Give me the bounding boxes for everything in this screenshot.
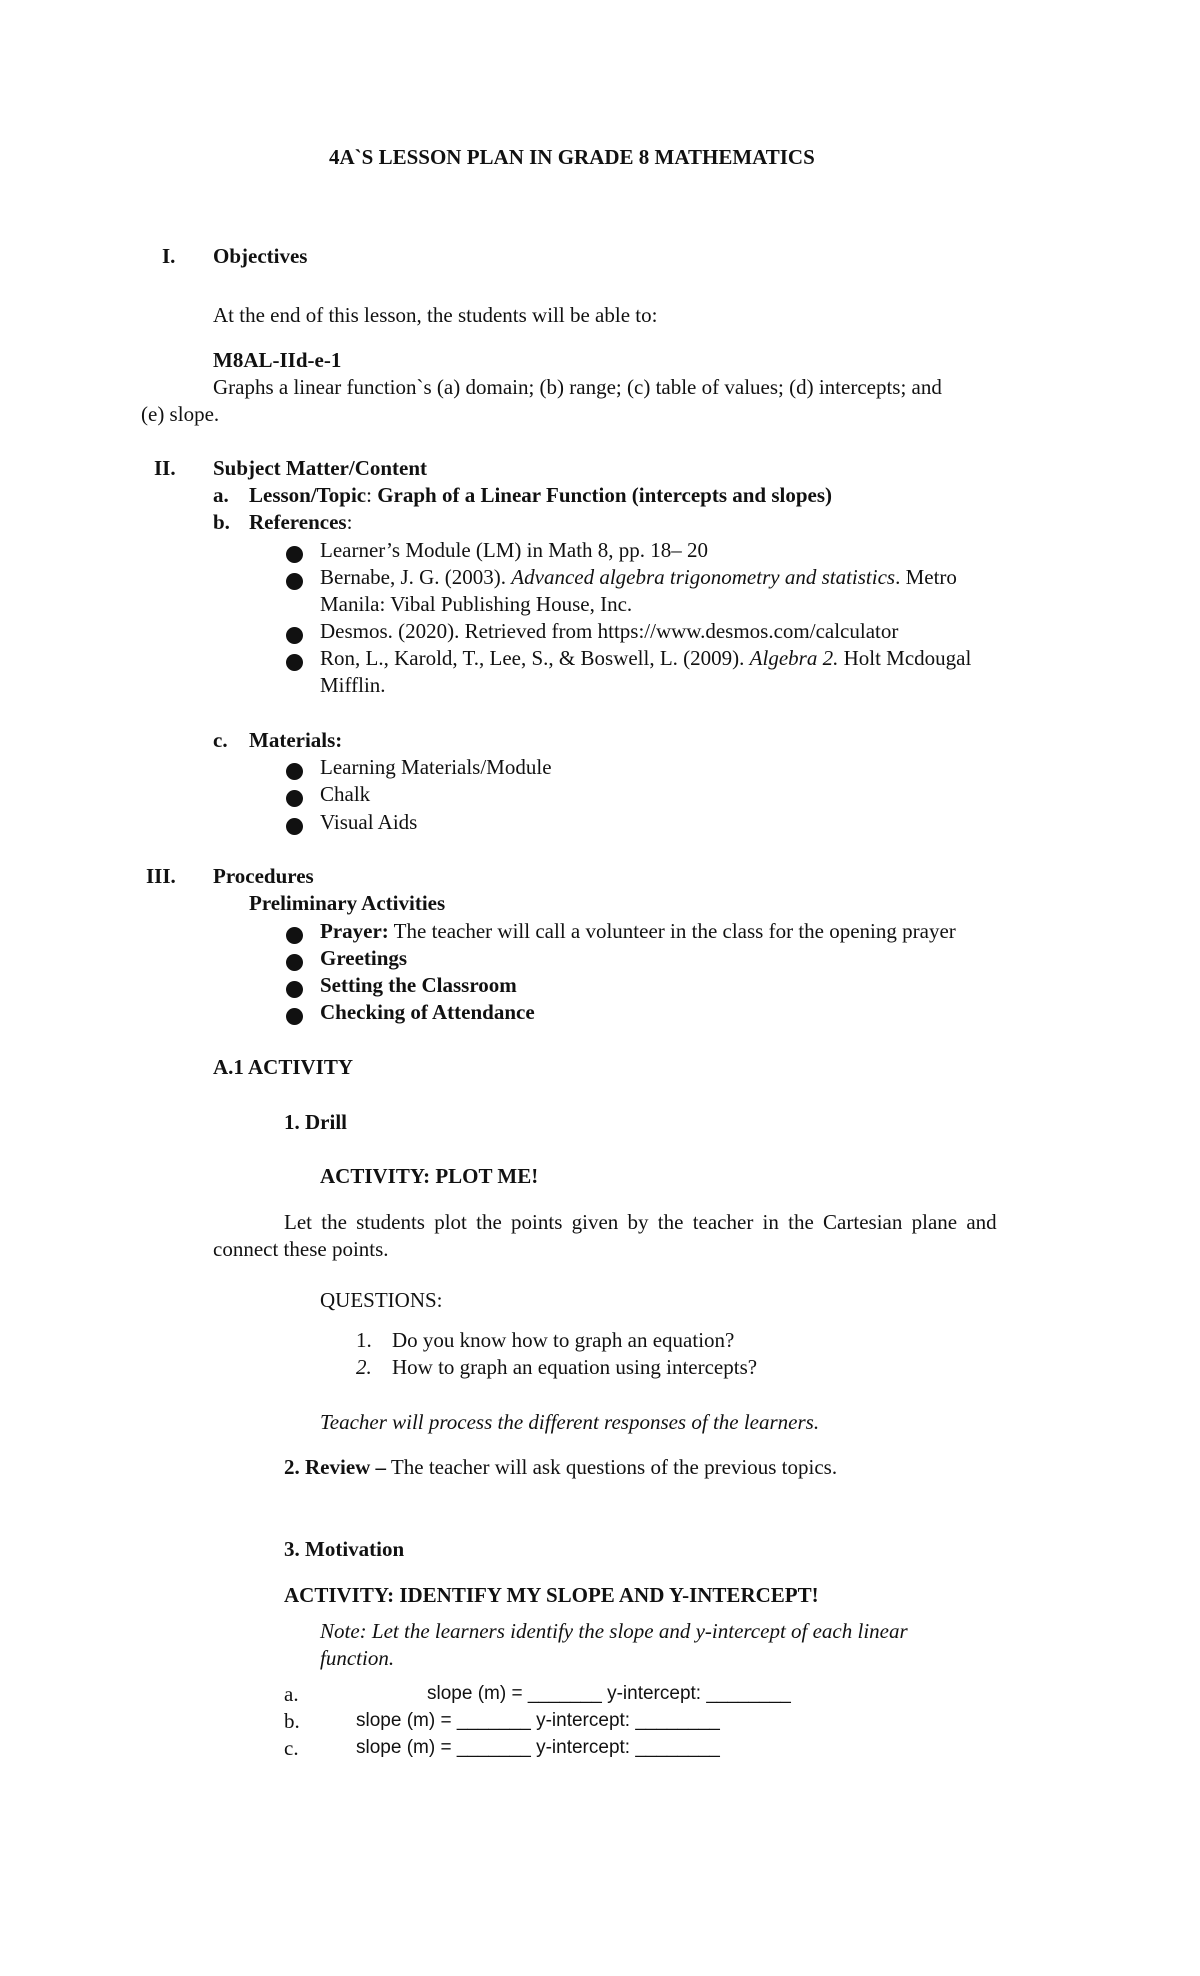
subject-heading: Subject Matter/Content [213, 456, 428, 480]
procedures-heading: Procedures [213, 864, 314, 888]
plot-instructions-line2: connect these points. [213, 1237, 389, 1261]
bullet-icon [286, 927, 303, 944]
reference-item-1: Learner’s Module (LM) in Math 8, pp. 18– 20 [320, 538, 709, 562]
bullet-icon [286, 627, 303, 644]
reference-4-authors: Ron, L., Karold, T., Lee, S., & Boswell, L. (2009). [320, 646, 750, 670]
note-line2: function. [320, 1646, 395, 1670]
question-1: Do you know how to graph an equation? [392, 1328, 735, 1352]
section-numeral-1: I. [162, 244, 176, 268]
references-line [249, 509, 352, 535]
references-letter: b. [213, 510, 230, 534]
competency-code: M8AL-IId-e-1 [213, 348, 342, 372]
bullet-icon [286, 654, 303, 671]
slope-intercept-item: slope (m) = _______ y-intercept: ________ [356, 1710, 720, 1731]
objectives-heading: Objectives [213, 244, 308, 268]
section-numeral-2: II. [154, 456, 176, 480]
prayer-label: Prayer: [320, 919, 389, 943]
bullet-icon [286, 1008, 303, 1025]
question-number: 1. [356, 1328, 372, 1352]
bullet-icon [286, 790, 303, 807]
question-2: How to graph an equation using intercepts? [392, 1355, 758, 1379]
reference-item-4-line2: Mifflin. [320, 673, 386, 697]
topic-value: Graph of a Linear Function (intercepts and slopes) [377, 483, 833, 507]
reference-4-title: Algebra 2. [749, 646, 839, 670]
review-text: The teacher will ask questions of the previous topics. [386, 1455, 838, 1479]
process-note: Teacher will process the different responses of the learners. [320, 1410, 820, 1434]
material-item: Chalk [320, 782, 371, 806]
reference-2-rest: . Metro [895, 565, 957, 589]
question-number: 2. [356, 1355, 372, 1379]
plot-instructions-line1: Let the students plot the points given by the teacher in the Cartesian plane and [284, 1210, 997, 1234]
bullet-icon [286, 573, 303, 590]
bullet-icon [286, 981, 303, 998]
topic-label: Lesson/Topic [249, 483, 367, 507]
material-item: Learning Materials/Module [320, 755, 552, 779]
objectives-text-line2: (e) slope. [141, 402, 220, 426]
reference-item-4 [320, 645, 971, 671]
setting-classroom-item: Setting the Classroom [320, 973, 517, 997]
plot-me-title: ACTIVITY: PLOT ME! [320, 1164, 539, 1188]
reference-2-title: Advanced algebra trigonometry and statistics [511, 565, 896, 589]
topic-letter: a. [213, 483, 229, 507]
identify-activity-title: ACTIVITY: IDENTIFY MY SLOPE AND Y-INTERCEPT! [284, 1583, 819, 1607]
questions-label: QUESTIONS: [320, 1288, 443, 1312]
prayer-item [320, 918, 956, 944]
objectives-intro: At the end of this lesson, the students will be able to: [213, 303, 658, 327]
document-title: 4A`S LESSON PLAN IN GRADE 8 MATHEMATICS [329, 145, 815, 169]
motivation-heading: 3. Motivation [284, 1537, 405, 1561]
topic-colon: : [366, 483, 372, 507]
material-item: Visual Aids [320, 810, 418, 834]
materials-letter: c. [213, 728, 228, 752]
attendance-item: Checking of Attendance [320, 1000, 535, 1024]
bullet-icon [286, 954, 303, 971]
review-label: 2. Review – [284, 1455, 387, 1479]
item-letter: a. [284, 1682, 299, 1706]
topic-line [249, 482, 832, 508]
materials-label: Materials: [249, 728, 343, 752]
references-label: References [249, 510, 347, 534]
reference-item-2 [320, 564, 957, 590]
reference-item-3: Desmos. (2020). Retrieved from https://www.desmos.com/calculator [320, 619, 899, 643]
review-line [284, 1454, 837, 1480]
slope-intercept-item: slope (m) = _______ y-intercept: ________ [356, 1737, 720, 1758]
bullet-icon [286, 763, 303, 780]
bullet-icon [286, 546, 303, 563]
references-colon: : [346, 510, 353, 534]
drill-heading: 1. Drill [284, 1110, 347, 1134]
activity-heading: A.1 ACTIVITY [213, 1055, 354, 1079]
preliminary-heading: Preliminary Activities [249, 891, 446, 915]
greetings-item: Greetings [320, 946, 408, 970]
section-numeral-3: III. [146, 864, 176, 888]
reference-item-2-line2: Manila: Vibal Publishing House, Inc. [320, 592, 633, 616]
note-line1: Note: Let the learners identify the slope and y-intercept of each linear [320, 1619, 908, 1643]
bullet-icon [286, 818, 303, 835]
prayer-text: The teacher will call a volunteer in the class for the opening prayer [388, 919, 956, 943]
slope-intercept-item: slope (m) = _______ y-intercept: ________ [427, 1683, 791, 1704]
item-letter: b. [284, 1709, 300, 1733]
reference-4-publisher: Holt Mcdougal [838, 646, 972, 670]
objectives-text-line1: Graphs a linear function`s (a) domain; (b) range; (c) table of values; (d) intercepts; and [213, 375, 942, 399]
item-letter: c. [284, 1736, 299, 1760]
reference-2-author: Bernabe, J. G. (2003). [320, 565, 512, 589]
